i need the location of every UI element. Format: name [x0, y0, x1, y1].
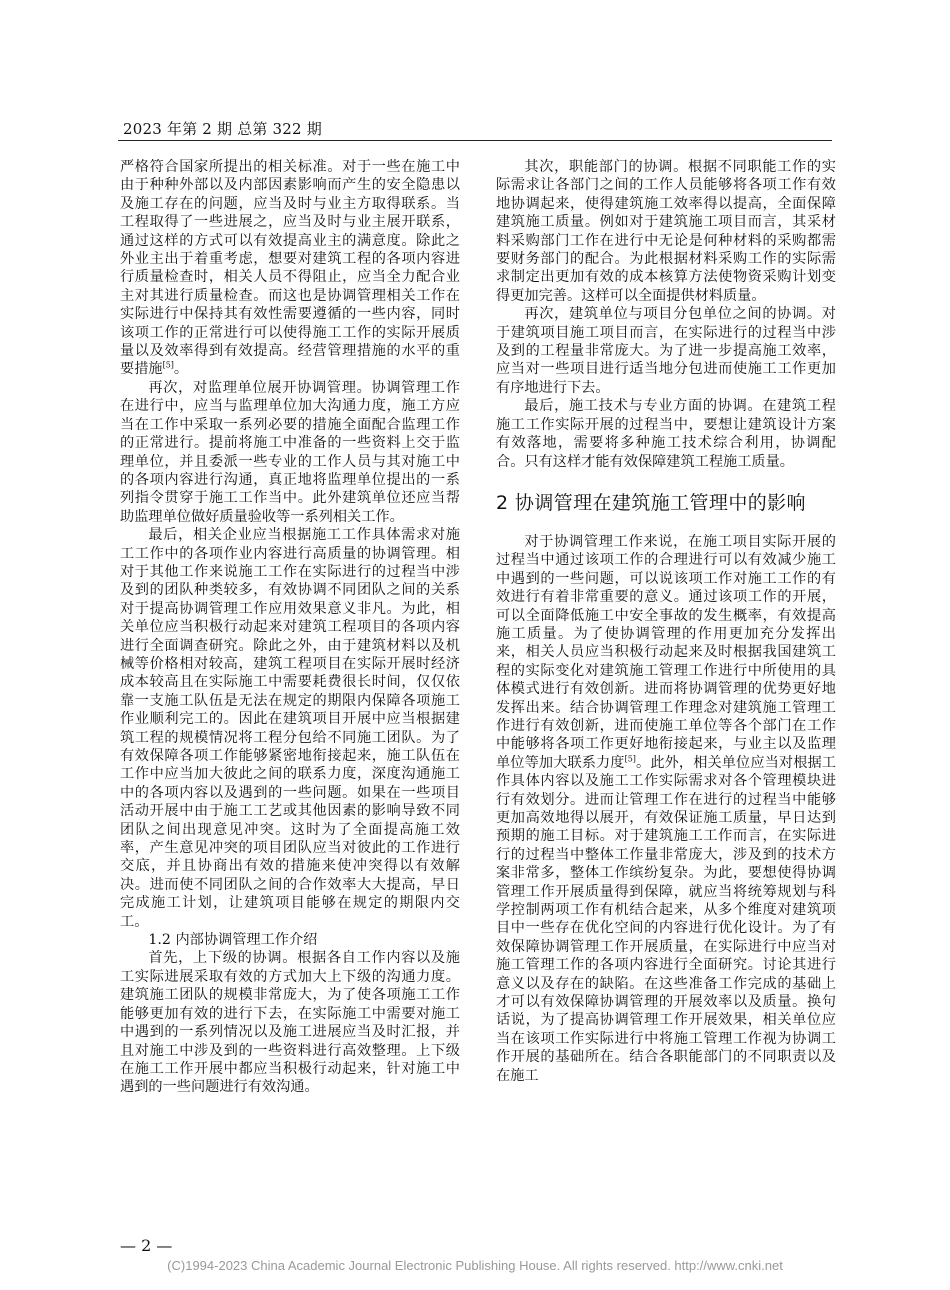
- citation: [5]: [162, 360, 174, 370]
- citation: [5]: [624, 754, 636, 764]
- paragraph-text: 。: [173, 361, 189, 378]
- paragraph-text: 。此外，相关单位应当对根据工作具体内容以及施工工作实际需求对各个管理模块进行有效划分。进而让管理工作在进行的过程当中能够更加高效地得以展开，有效保证施工质量，早日达到预期的施工目标。对于建筑施工工作而言，在实际进行的过程当中整体工作量非常庞大，涉及到的技术方案非常多，整体工作缤纷复杂。为此，要想使得协调管理工作开展质量得到保障，就应当将统筹规划与科学控制两项工作有机结合起来，从多个维度对建筑项目中一些存在优化空间的内容进行优化设计。为了有效保障协调管理工作开展质量，在实际进行中应当对施工管理工作的各项内容进行全面研究。讨论其进行意义以及存在的缺陷。在这些准备工作完成的基础上才可以有效保障协调管理的开展效率以及质量。换句话说，为了提高协调管理工作开展效果，相关单位应当在该项工作实际进行中将施工管理工作视为协调工作开展的基础所在。结合各职能部门的不同职责以及在施工: [496, 754, 836, 1084]
- paragraph: [496, 533, 836, 1085]
- paragraph-text: 对于协调管理工作来说，在施工项目实际开展的过程当中通过该项工作的合理进行可以有效减少施工中遇到的一些问题，可以说该项工作对施工工作的有效进行有着非常重要的意义。通过该项工作的开展，可以全面降低施工中安全事故的发生概率，有效提高施工质量。为了使协调管理的作用更加充分发挥出来，相关人员应当积极行动起来及时根据我国建筑工程的实际变化对建筑施工管理工作进行中所使用的具体模式进行有效创新。进而将协调管理的优势更好地发挥出来。结合协调管理工作理念对建筑施工管理工作进行有效创新，进而使施工单位等各个部门在工作中能够将各项工作更好地衔接起来，与业主以及监理单位等加大联系力度: [496, 533, 836, 771]
- header-rule: [118, 140, 832, 141]
- paragraph: 首先，上下级的协调。根据各自工作内容以及施工实际进展采取有效的方式加大上下级的沟通力度。建筑施工团队的规模非常庞大，为了使各项施工工作能够更加有效的进行下去，在实际施工中需要对施工中遇到的一系列情况以及施工进展应当及时汇报，并且对施工中涉及到的一些资料进行高效整理。上下级在施工工作开展中都应当积极行动起来，针对施工中遇到的一些问题进行有效沟通。: [120, 950, 460, 1096]
- paragraph: 最后，施工技术与专业方面的协调。在建筑工程施工工作实际开展的过程当中，要想让建筑设计方案有效落地，需要将多种施工技术综合利用，协调配合。只有这样才能有效保障建筑工程施工质量。: [496, 398, 836, 470]
- journal-issue-header: 2023 年第 2 期 总第 322 期: [123, 120, 322, 138]
- paragraph: 再次，对监理单位展开协调管理。协调管理工作在进行中，应当与监理单位加大沟通力度，施工方应当在工作中采取一系列必要的措施全面配合监理工作的正常进行。提前将施工中准备的一些资料上交于监理单位，并且委派一些专业的工作人员与其对施工中的各项内容进行沟通，真正地将监理单位提出的一系列指令贯穿于施工工作当中。此外建筑单位还应当帮助监理单位做好质量验收等一系列相关工作。: [120, 379, 460, 525]
- paragraph: 其次，职能部门的协调。根据不同职能工作的实际需求让各部门之间的工作人员能够将各项工作有效地协调起来，使得建筑施工效率得以提高，全面保障建筑施工质量。例如对于建筑施工项目而言，其采材料采购部门工作在进行中无论是何种材料的采购都需要财务部门的配合。为此根据材料采购工作的实际需求制定出更加有效的成本核算方法使物资采购计划变得更加完善。这样可以全面提供材料质量。: [496, 159, 836, 304]
- left-column: [120, 158, 460, 1097]
- paragraph: [120, 158, 460, 379]
- copyright-footer: (C)1994-2023 China Academic Journal Electronic Publishing House. All rights reserved. http://www.cnki.net: [167, 1258, 783, 1273]
- right-column: [496, 158, 836, 1085]
- page-number: — 2 —: [120, 1236, 173, 1255]
- section-heading: 2 协调管理在建筑施工管理中的影响: [496, 491, 806, 514]
- paragraph: 最后，相关企业应当根据施工工作具体需求对施工工作中的各项作业内容进行高质量的协调管理。相对于其他工作来说施工工作在实际进行的过程当中涉及到的团队种类较多，有效协调不同团队之间的关系对于提高协调管理工作应用效果意义非凡。为此，相关单位应当积极行动起来对建筑工程项目的各项内容进行全面调查研究。除此之外，由于建筑材料以及机械等价格相对较高，建筑工程项目在实际开展时经济成本较高且在实际施工中需要耗费很长时间，仅仅依靠一支施工队伍是无法在规定的期限内保障各项施工作业顺利完工的。因此在建筑项目开展中应当根据建筑工程的规模情况将工程分包给不同施工团队。为了有效保障各项工作能够紧密地衔接起来，施工队伍在工作中应当加大彼此之间的联系力度，深度沟通施工中的各项内容以及遇到的一些问题。如果在一些项目活动开展中由于施工工艺或其他因素的影响导致不同团队之间出现意见冲突。这时为了全面提高施工效率，产生意见冲突的项目团队应当对彼此的工作进行交底，并且协商出有效的措施来使冲突得以有效解决。进而使不同团队之间的合作效率大大提高，早日完成施工计划，让建筑项目能够在规定的期限内交工。: [120, 527, 460, 930]
- paragraph-text: 严格符合国家所提出的相关标准。对于一些在施工中由于种种外部以及内部因素影响而产生的安全隐患以及施工存在的问题，应当及时与业主方取得联系。当工程取得了一些进展之，应当及时与业主展开联系，通过这样的方式可以有效提高业主的满意度。除此之外业主出于着重考虑，想要对建筑工程的各项内容进行质量检查时，相关人员不得阻止，应当全力配合业主对其进行质量检查。而这也是协调管理相关工作在实际进行中保持其有效性需要遵循的一些内容，同时该项工作的正常进行可以使得施工工作的实际开展质量以及效率得到有效提高。经营管理措施的水平的重要措施: [120, 159, 460, 378]
- paragraph: 再次，建筑单位与项目分包单位之间的协调。对于建筑项目施工项目而言，在实际进行的过程当中涉及到的工程量非常庞大。为了进一步提高施工效率，应当对一些项目进行适当地分包进而使施工工作更加有序地进行下去。: [496, 306, 836, 396]
- sub-heading: 1.2 内部协调管理工作介绍: [148, 932, 318, 949]
